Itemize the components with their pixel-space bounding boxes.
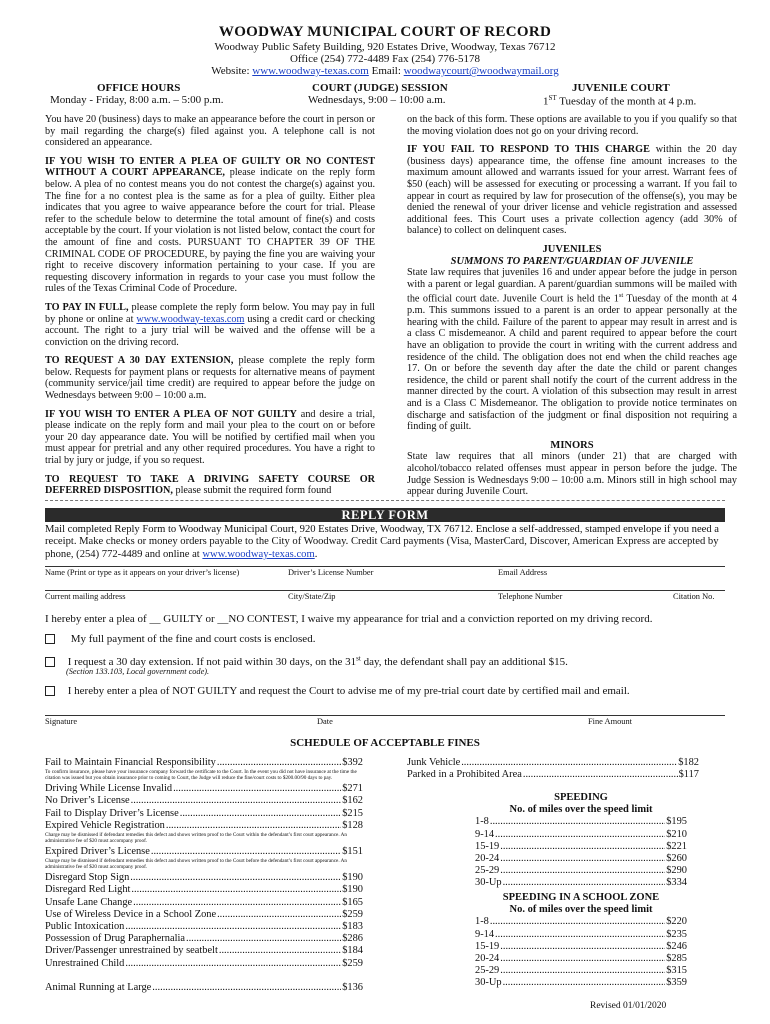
office-hours-value: Monday - Friday, 8:00 a.m. – 5:00 p.m. [50,94,224,106]
not-guilty-paragraph: IF YOU WISH TO ENTER A PLEA OF NOT GUILTY and desire a trial, please indicate on the reply form and mail your plea to the court on or before your 20 day appearance date. You will be notified by certified mail when you must appear for pretrial and any other required procedures. You have a right to trial by jury or judge, if you so request. [45,408,375,467]
office-hours-title: OFFICE HOURS [97,82,181,94]
school-zone-section [475,892,687,990]
schedule-title: SCHEDULE OF ACCEPTABLE FINES [290,737,480,749]
court-phone: Office (254) 772-4489 Fax (254) 776-5178 [289,53,481,65]
left-column [45,114,375,504]
option-full-payment [45,633,315,645]
fine-row: 1-8 ..... $195 [475,816,687,828]
full-payment-checkbox[interactable] [45,634,55,644]
fine-row: 9-14 ..... $210 [475,829,687,841]
speeding-heading: SPEEDING [554,792,608,803]
school-zone-subheading: No. of miles over the speed limit [509,904,653,916]
reply-online-link[interactable]: www.woodway-texas.com [202,548,315,560]
fine-amount-field[interactable]: Fine Amount [588,717,632,726]
court-session-title: COURT (JUDGE) SESSION [312,82,448,94]
telephone-field[interactable]: Telephone Number [498,592,563,601]
fine-row: 25-29 ..... $290 [475,865,687,877]
right-column [407,114,737,505]
fine-row: Fail to Maintain Financial Responsibility ..... $392 [45,757,363,769]
fines-right-list [407,757,699,781]
juveniles-heading: JUVENILES [542,243,602,255]
court-session-value: Wednesdays, 9:00 – 10:00 a.m. [308,94,446,106]
extension-paragraph: TO REQUEST A 30 DAY EXTENSION, please complete the reply form below. Requests for payment plans or requests for alternative means of payment (community service/jail time credit) are required to appear before the judge on Wednesdays between 9:00 – 10:00 a.m. [45,355,375,402]
fine-row: 30-Up ..... $359 [475,977,687,989]
form-line-1 [45,566,725,567]
reply-instructions: Mail completed Reply Form to Woodway Municipal Court, 920 Estates Drive, Woodway, TX 76712. Enclose a self-addressed, stamped envelope if you need a receipt. Make checks or money orders payable to the City of Woodway. Credit Card payments (Visa, MasterCard, Discover, American Express are accepted by phone, (254) 772-4489 and online at www.woodway-texas.com. [45,524,719,560]
fine-row: Disregard Red Light ..... $190 [45,884,363,896]
pay-online-link[interactable]: www.woodway-texas.com [136,313,245,325]
fine-row: Animal Running at Large ..... $136 [45,982,363,994]
signature-field[interactable]: Signature [45,717,78,726]
court-address: Woodway Public Safety Building, 920 Estates Drive, Woodway, Texas 76712 [214,41,556,53]
extension-label: I request a 30 day extension. If not paid within 30 days, on the 31st day, the defendant shall pay an additional $15. [67,654,568,668]
form-line-2 [45,590,725,591]
city-state-zip-field[interactable]: City/State/Zip [288,592,336,601]
extension-note: (Section 133.103, Local government code). [66,667,210,676]
fine-row: 15-19 ..... $246 [475,941,687,953]
fine-row: Driving While License Invalid ..... $271 [45,783,363,795]
fine-row: Unrestrained Child ..... $259 [45,958,363,970]
email-link[interactable]: woodwaycourt@woodwaymail.org [403,65,559,77]
website-link[interactable]: www.woodway-texas.com [252,65,369,77]
juveniles-paragraph: State law requires that juveniles 16 and under appear before the judge in person with a parent or legal guardian. A parent/guardian summons will be mailed with the official court date. Juvenile Court is held the 1st Tuesday of the month at 4 p.m. This summons issued to a parent is an order to appear personally at the hearing with the child. Failure of the parent to appear may result in arrest and is a class C misdemeanor. A child and parent required to appear before the court have an obligation to provide the court in writing with the current address and residence of the child. The obligation does not end when the child reaches age 17. On or before the seventh day after the date the child or parent changes residence, the child or parent shall notify the court of the current address in the manner directed by the court. A violation of this subsection may result in arrest and is a Class C Misdemeanor. The obligation to provide notice terminates on discharge and satisfaction of the judgment or final disposition not requiring a finding of guilt. [407,267,737,433]
fine-row: 25-29 ..... $315 [475,965,687,977]
fine-row: Driver/Passenger unrestrained by seatbelt ..... $184 [45,945,363,957]
reply-form-title: REPLY FORM [45,508,725,522]
website-label: Website: [211,65,250,77]
pay-in-full-paragraph: TO PAY IN FULL, please complete the reply form below. You may pay in full by phone or online at www.woodway-texas.com using a credit card or checking account. The right to a jury trial will be waived and the offense will be a conviction on the driving record. [45,301,376,348]
fine-row: 20-24 ..... $260 [475,853,687,865]
speeding-subheading: No. of miles over the speed limit [509,804,653,816]
driving-safety-paragraph: TO REQUEST TO TAKE A DRIVING SAFETY COURSE OR DEFERRED DISPOSITION, please submit the required form found [45,473,375,497]
name-field[interactable]: Name (Print or type as it appears on your driver’s license) [45,568,240,577]
fine-note: To confirm insurance, please have your insurance company forward the certificate to the Court. In the event you did not have insurance at the time the citation was issued but you obtain insurance prior to coming to Court, the Judge will reduce the fine/court costs to $200.00/90 days to pay. [45,769,357,782]
court-web-line [0,65,770,77]
drivers-license-field[interactable]: Driver’s License Number [288,568,374,577]
juvenile-court-title: JUVENILE COURT [572,82,670,94]
fine-row: No Driver’s License ..... $162 [45,795,363,807]
option-extension [45,654,568,668]
date-field[interactable]: Date [317,717,333,726]
cut-line [45,500,725,501]
minors-paragraph: State law requires that all minors (under 21) that are charged with alcohol/tobacco related offenses must appear in person before the judge. The Judge Session is Wednesdays 9:00 – 10:00 a.m. Minors still in high school may appear during Juvenile Court. [407,451,737,498]
extension-checkbox[interactable] [45,657,55,667]
appearance-paragraph: You have 20 (business) days to make an appearance before the court in person or by mail regarding the charge(s) filed against you. A telephone call is not considered an appearance. [45,114,375,149]
fail-respond-paragraph: IF YOU FAIL TO RESPOND TO THIS CHARGE within the 20 day (business days) appearance time, the offense fine amount increases to the maximum amount allowed and warrants issued for your arrest. Warrant fees of $50 (each) will be assessed for executing or processing a warrant. If you fail to appear in court as required by law for prosecution of the offense(s), you may be denied the renewal of your driver license and vehicle registration and assessed additional fees. This Court uses a private collection agency (add 30% of balance) to collect on delinquent cases. [407,144,737,237]
plea-guilty-paragraph: IF YOU WISH TO ENTER A PLEA OF GUILTY OR NO CONTEST WITHOUT A COURT APPEARANCE, please indicate on the reply form below. A plea of no contest means you do not contest the charge(s) against you. The fine for a no contest plea is the same as for a plea of guilty. Either plea indicates that you agree to waive appearance before the court for trial. Please refer to the schedule below to determine the total amount of fine(s) and costs acceptable by the court. If your violation is not listed below, contact the court for the amount of fine and costs. PURSUANT TO CHAPTER 39 OF THE CRIMINAL CODE OF PROCEDURE, by paying the fine you are waiving your right to receive discovery information pertaining to your case. If you are requesting discovery information in regards to your case you must follow the rules of the Texas Criminal Code of Procedure. [45,155,375,295]
fine-row: Possession of Drug Paraphernalia ..... $286 [45,933,363,945]
juvenile-court-value: 1ST Tuesday of the month at 4 p.m. [543,94,697,108]
option-not-guilty [45,685,630,697]
school-zone-heading: SPEEDING IN A SCHOOL ZONE [502,892,660,903]
email-field[interactable]: Email Address [498,568,548,577]
fine-row: Unsafe Lane Change ..... $165 [45,897,363,909]
fine-row: Expired Vehicle Registration ..... $128 [45,820,363,832]
fine-row: Disregard Stop Sign ..... $190 [45,872,363,884]
more-fines [45,872,363,970]
fine-row: Public Intoxication ..... $183 [45,921,363,933]
fine-note: Charge may be dismissed if defendant remedies this defect and shows written proof to the Court within the defendant’s first court appearance. An administrative fee of $20 must accompany proof. [45,832,347,845]
email-label: Email: [371,65,401,77]
fine-row: Junk Vehicle ..... $182 [407,757,699,769]
not-guilty-label: I hereby enter a plea of NOT GUILTY and request the Court to advise me of my pre-trial court date by certified mail and email. [67,685,630,697]
fine-row: 20-24 ..... $285 [475,953,687,965]
fine-row: 1-8 ..... $220 [475,916,687,928]
minors-heading: MINORS [550,439,594,451]
revised-date: Revised 01/01/2020 [590,1001,667,1011]
fine-row: Expired Driver’s License ..... $151 [45,846,363,858]
plea-statement: I hereby enter a plea of __ GUILTY or __NO CONTEST, I waive my appearance for trial and a conviction reported on my driving record. [45,613,653,625]
not-guilty-checkbox[interactable] [45,686,55,696]
fine-note: Charge may be dismissed if defendant remedies this defect and shows written proof to the Court before the defendant’s first court appearance. An administrative fee of $20 must accompany proof. [45,858,347,871]
fine-row: 15-19 ..... $221 [475,841,687,853]
mailing-address-field[interactable]: Current mailing address [45,592,126,601]
citation-field[interactable]: Citation No. [673,592,715,601]
court-title: WOODWAY MUNICIPAL COURT OF RECORD [218,24,552,40]
full-payment-label: My full payment of the fine and court costs is enclosed. [70,633,316,645]
fine-row: Parked in a Prohibited Area ..... $117 [407,769,699,781]
fine-row: Fail to Display Driver’s License ..... $215 [45,808,363,820]
fine-row: 30-Up ..... $334 [475,877,687,889]
fine-row: 9-14 ..... $235 [475,929,687,941]
options-paragraph: on the back of this form. These options are available to you if you qualify so that the moving violation does not go on your driving record. [407,114,737,137]
fine-row: Use of Wireless Device in a School Zone ..... $259 [45,909,363,921]
speeding-section [475,792,687,890]
juveniles-subheading: SUMMONS TO PARENT/GUARDIAN OF JUVENILE [450,255,694,267]
form-line-3 [45,715,725,716]
fines-left-list [45,757,363,994]
